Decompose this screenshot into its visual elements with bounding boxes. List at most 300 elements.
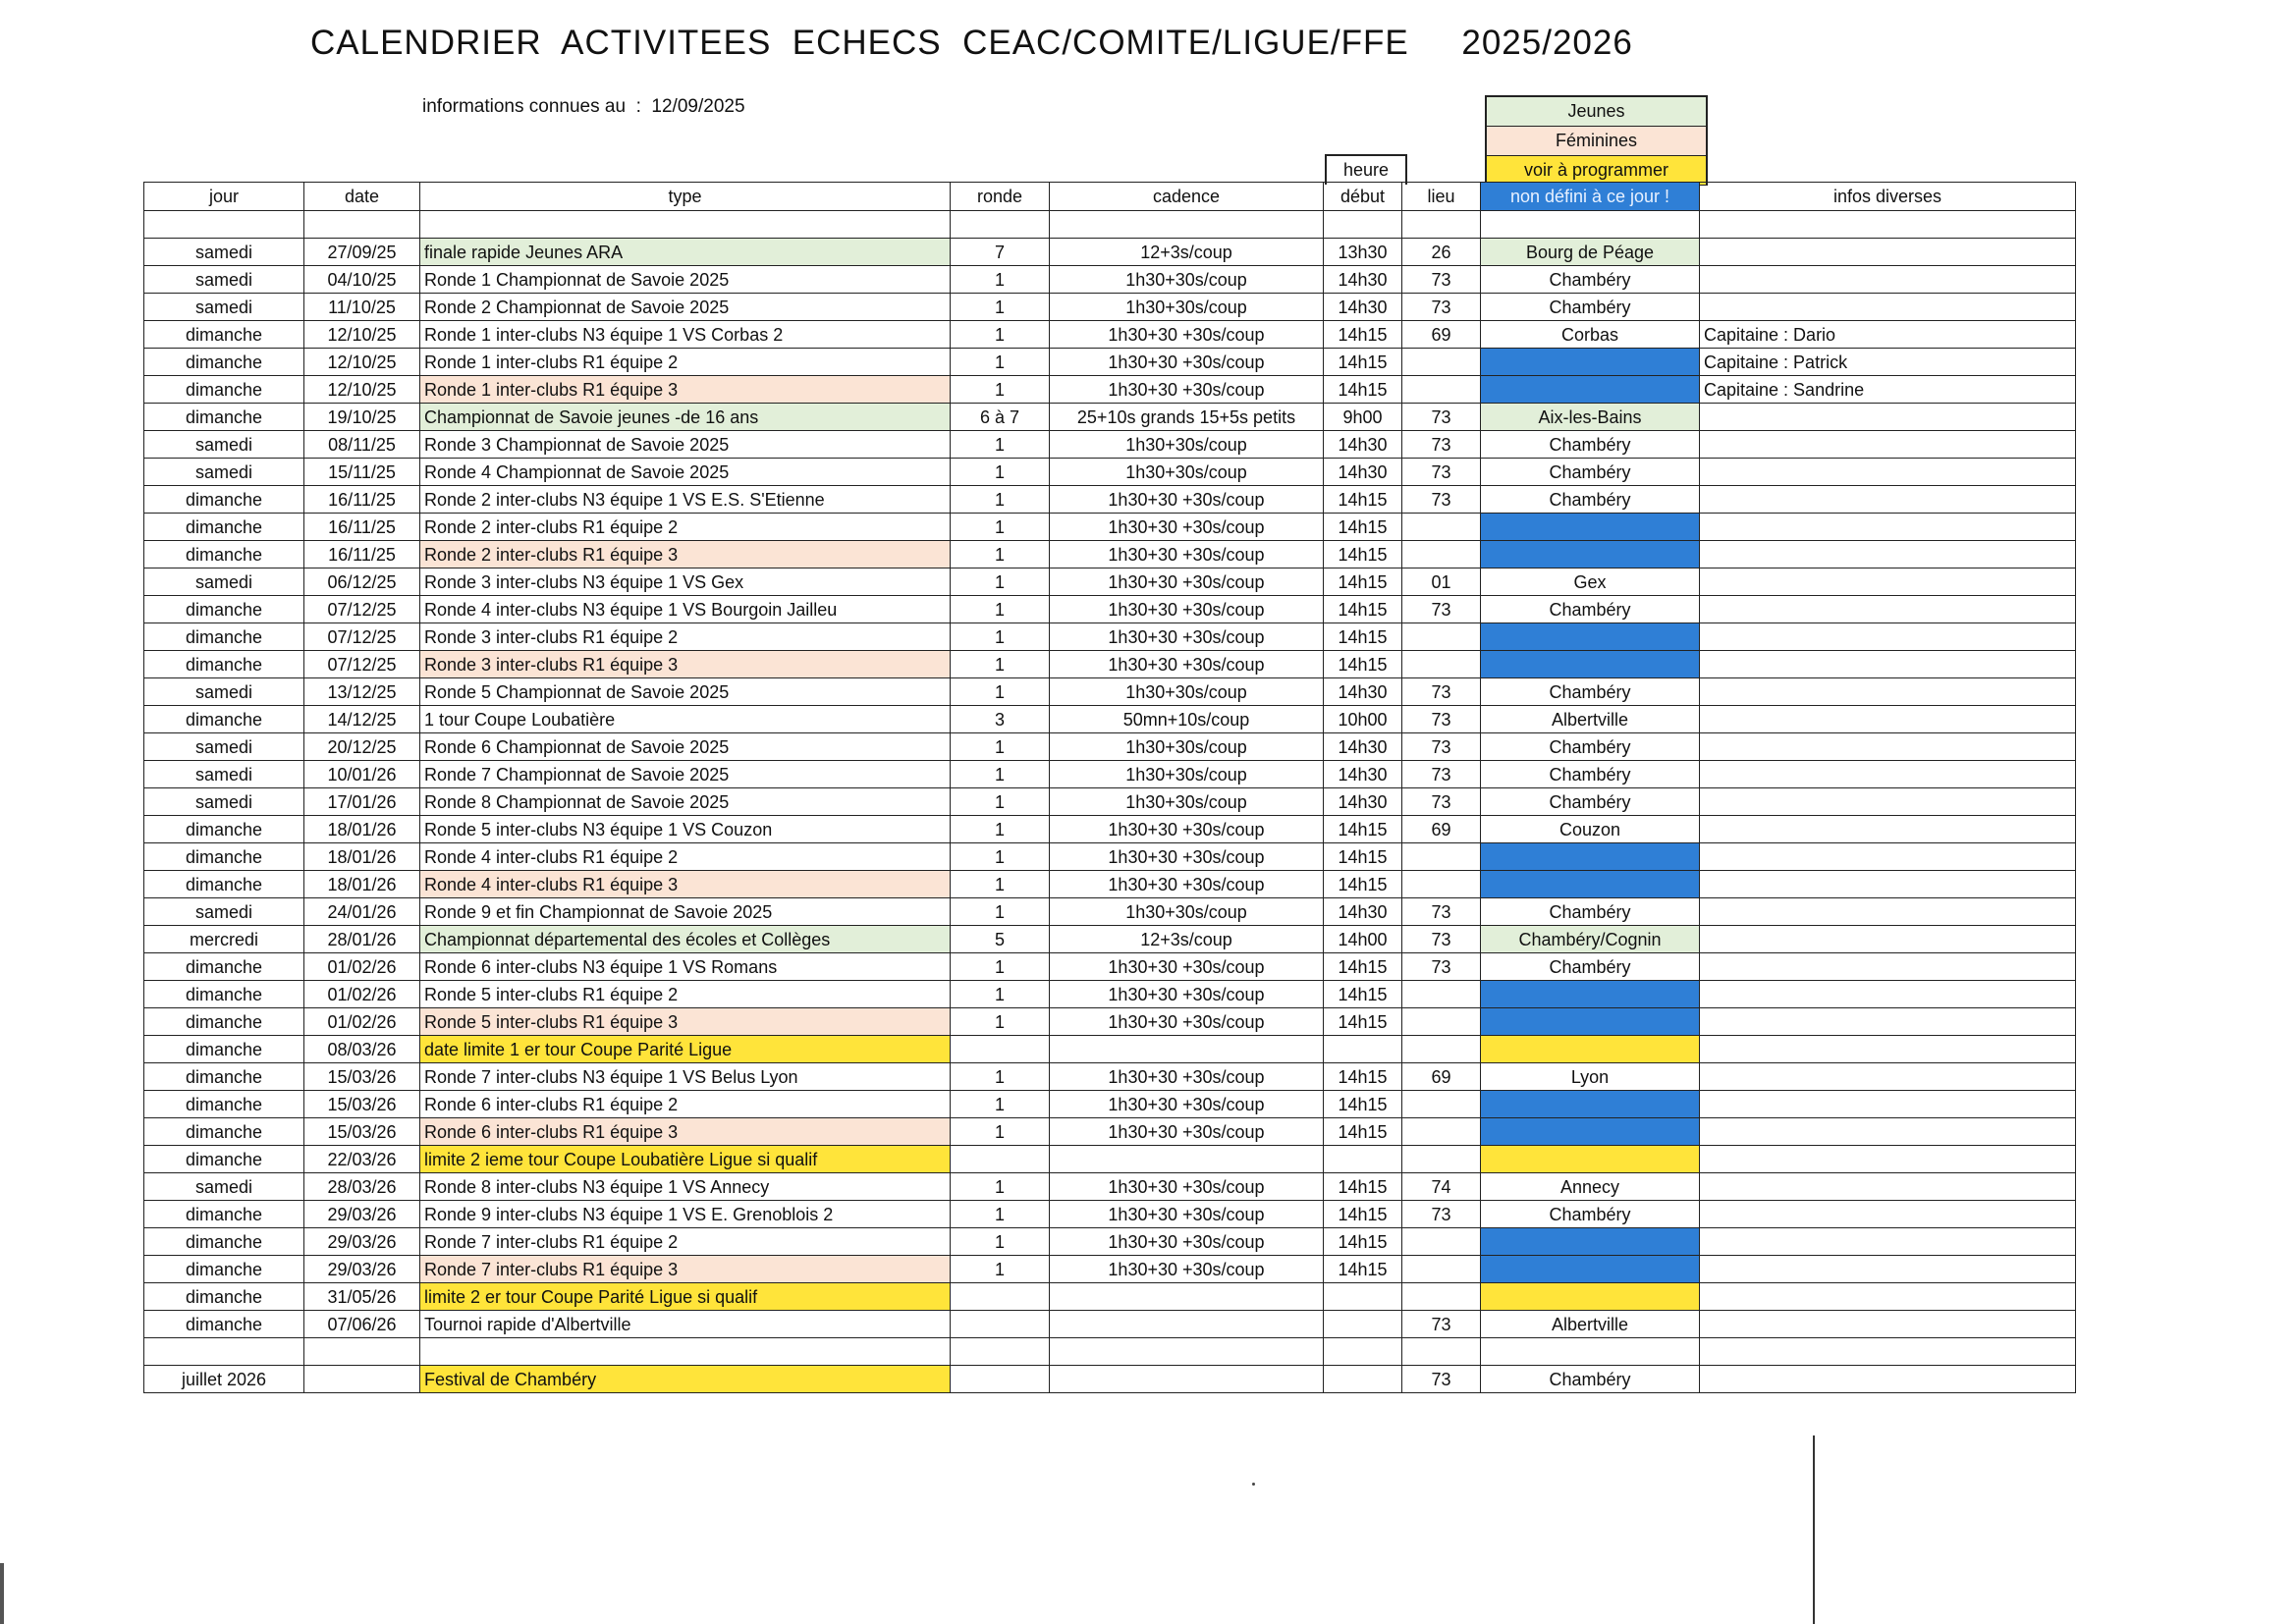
ronde-cell: 1	[951, 349, 1050, 376]
date-cell: 22/03/26	[304, 1146, 420, 1173]
date-cell: 07/12/25	[304, 651, 420, 678]
empty-cell	[1481, 1338, 1700, 1366]
empty-cell	[1402, 1338, 1481, 1366]
cadence-cell: 1h30+30 +30s/coup	[1050, 1228, 1324, 1256]
cadence-cell: 12+3s/coup	[1050, 239, 1324, 266]
ville-cell: Gex	[1481, 568, 1700, 596]
ronde-cell: 1	[951, 1063, 1050, 1091]
infos-cell	[1700, 294, 2076, 321]
date-cell: 20/12/25	[304, 733, 420, 761]
infos-cell: Capitaine : Sandrine	[1700, 376, 2076, 404]
col-cadence: cadence	[1050, 183, 1324, 211]
infos-cell	[1700, 1008, 2076, 1036]
day-cell: samedi	[144, 733, 304, 761]
day-cell: mercredi	[144, 926, 304, 953]
day-cell: dimanche	[144, 1118, 304, 1146]
ville-cell	[1481, 541, 1700, 568]
date-cell: 07/12/25	[304, 596, 420, 623]
day-cell: dimanche	[144, 706, 304, 733]
debut-cell: 14h15	[1324, 541, 1402, 568]
lieu-cell	[1402, 349, 1481, 376]
day-cell: dimanche	[144, 843, 304, 871]
cadence-cell	[1050, 1146, 1324, 1173]
cadence-cell: 50mn+10s/coup	[1050, 706, 1324, 733]
lieu-cell: 69	[1402, 321, 1481, 349]
ville-cell: Bourg de Péage	[1481, 239, 1700, 266]
ronde-cell: 1	[951, 816, 1050, 843]
heure-header: heure	[1325, 154, 1407, 185]
lieu-cell	[1402, 1036, 1481, 1063]
lieu-cell: 73	[1402, 596, 1481, 623]
infos-cell	[1700, 1366, 2076, 1393]
infos-cell	[1700, 486, 2076, 514]
lieu-cell: 73	[1402, 459, 1481, 486]
debut-cell: 14h30	[1324, 761, 1402, 788]
infos-cell	[1700, 1036, 2076, 1063]
day-cell: dimanche	[144, 1283, 304, 1311]
ronde-cell	[951, 1311, 1050, 1338]
type-cell: limite 2 er tour Coupe Parité Ligue si qualif	[420, 1283, 951, 1311]
table-row	[144, 349, 2076, 376]
table-row	[144, 1008, 2076, 1036]
date-cell: 13/12/25	[304, 678, 420, 706]
debut-cell: 14h30	[1324, 294, 1402, 321]
table-row	[144, 1283, 2076, 1311]
debut-cell: 14h30	[1324, 788, 1402, 816]
type-cell: Ronde 9 inter-clubs N3 équipe 1 VS E. Grenoblois 2	[420, 1201, 951, 1228]
ville-cell: Chambéry	[1481, 1366, 1700, 1393]
day-cell: dimanche	[144, 1008, 304, 1036]
ronde-cell: 1	[951, 514, 1050, 541]
debut-cell: 14h15	[1324, 486, 1402, 514]
day-cell: samedi	[144, 459, 304, 486]
ville-cell	[1481, 1091, 1700, 1118]
infos-cell	[1700, 1228, 2076, 1256]
table-row	[144, 1256, 2076, 1283]
ville-cell: Chambéry	[1481, 294, 1700, 321]
debut-cell: 14h15	[1324, 1118, 1402, 1146]
infos-cell	[1700, 623, 2076, 651]
debut-cell: 14h00	[1324, 926, 1402, 953]
ronde-cell	[951, 1283, 1050, 1311]
infos-cell	[1700, 1311, 2076, 1338]
table-row	[144, 926, 2076, 953]
ville-cell: Chambéry	[1481, 486, 1700, 514]
cadence-cell: 1h30+30 +30s/coup	[1050, 623, 1324, 651]
table-row	[144, 294, 2076, 321]
type-cell: Ronde 6 inter-clubs N3 équipe 1 VS Romans	[420, 953, 951, 981]
type-cell: finale rapide Jeunes ARA	[420, 239, 951, 266]
infos-cell	[1700, 514, 2076, 541]
infos-cell	[1700, 266, 2076, 294]
empty-cell	[1700, 1338, 2076, 1366]
lieu-cell: 74	[1402, 1173, 1481, 1201]
cadence-cell: 1h30+30s/coup	[1050, 266, 1324, 294]
type-cell: Ronde 4 inter-clubs R1 équipe 3	[420, 871, 951, 898]
debut-cell: 14h15	[1324, 1063, 1402, 1091]
day-cell: dimanche	[144, 349, 304, 376]
empty-cell	[1050, 211, 1324, 239]
day-cell: dimanche	[144, 981, 304, 1008]
lieu-cell	[1402, 623, 1481, 651]
ville-cell: Corbas	[1481, 321, 1700, 349]
ville-cell: Chambéry	[1481, 1201, 1700, 1228]
lieu-cell	[1402, 1228, 1481, 1256]
date-cell: 07/06/26	[304, 1311, 420, 1338]
date-cell: 14/12/25	[304, 706, 420, 733]
date-cell: 12/10/25	[304, 349, 420, 376]
date-cell: 29/03/26	[304, 1228, 420, 1256]
ronde-cell	[951, 1146, 1050, 1173]
table-row	[144, 871, 2076, 898]
day-cell: dimanche	[144, 596, 304, 623]
ville-cell	[1481, 1228, 1700, 1256]
cadence-cell: 1h30+30 +30s/coup	[1050, 843, 1324, 871]
day-cell: samedi	[144, 568, 304, 596]
day-cell: dimanche	[144, 404, 304, 431]
table-row	[144, 596, 2076, 623]
lieu-cell: 73	[1402, 761, 1481, 788]
infos-cell	[1700, 1283, 2076, 1311]
type-cell: Tournoi rapide d'Albertville	[420, 1311, 951, 1338]
debut-cell: 14h15	[1324, 596, 1402, 623]
ronde-cell	[951, 1036, 1050, 1063]
lieu-cell: 01	[1402, 568, 1481, 596]
lieu-cell: 73	[1402, 1311, 1481, 1338]
lieu-cell	[1402, 1091, 1481, 1118]
infos-cell	[1700, 1256, 2076, 1283]
infos-cell	[1700, 1118, 2076, 1146]
day-cell: samedi	[144, 294, 304, 321]
ville-cell: Annecy	[1481, 1173, 1700, 1201]
empty-cell	[304, 211, 420, 239]
day-cell: dimanche	[144, 623, 304, 651]
type-cell: Ronde 4 Championnat de Savoie 2025	[420, 459, 951, 486]
type-cell: Championnat de Savoie jeunes -de 16 ans	[420, 404, 951, 431]
debut-cell: 10h00	[1324, 706, 1402, 733]
table-row	[144, 1118, 2076, 1146]
page-title: CALENDRIER ACTIVITEES ECHECS CEAC/COMITE/LIGUE/FFE 2025/2026	[310, 24, 1633, 62]
legend-programmer: voir à programmer	[1487, 156, 1706, 186]
date-cell: 15/03/26	[304, 1063, 420, 1091]
table-row	[144, 953, 2076, 981]
day-cell: samedi	[144, 266, 304, 294]
lieu-cell: 69	[1402, 816, 1481, 843]
ronde-cell: 1	[951, 981, 1050, 1008]
ronde-cell: 1	[951, 898, 1050, 926]
lieu-cell	[1402, 1256, 1481, 1283]
lieu-cell	[1402, 981, 1481, 1008]
ronde-cell: 1	[951, 788, 1050, 816]
debut-cell: 14h15	[1324, 321, 1402, 349]
empty-cell	[420, 1338, 951, 1366]
day-cell: samedi	[144, 898, 304, 926]
date-cell: 28/03/26	[304, 1173, 420, 1201]
debut-cell: 14h15	[1324, 843, 1402, 871]
type-cell: Ronde 4 inter-clubs N3 équipe 1 VS Bourgoin Jailleu	[420, 596, 951, 623]
table-row	[144, 1201, 2076, 1228]
debut-cell: 14h15	[1324, 816, 1402, 843]
table-row	[144, 761, 2076, 788]
col-ronde: ronde	[951, 183, 1050, 211]
ville-cell	[1481, 1256, 1700, 1283]
info-date: 12/09/2025	[651, 96, 745, 117]
ville-cell: Couzon	[1481, 816, 1700, 843]
cadence-cell: 1h30+30s/coup	[1050, 431, 1324, 459]
date-cell: 06/12/25	[304, 568, 420, 596]
type-cell: Ronde 3 inter-clubs R1 équipe 2	[420, 623, 951, 651]
empty-cell	[1324, 211, 1402, 239]
debut-cell: 14h15	[1324, 953, 1402, 981]
type-cell: Ronde 5 inter-clubs R1 équipe 3	[420, 1008, 951, 1036]
type-cell: limite 2 ieme tour Coupe Loubatière Ligue si qualif	[420, 1146, 951, 1173]
table-row	[144, 376, 2076, 404]
lieu-cell: 73	[1402, 266, 1481, 294]
cadence-cell: 1h30+30s/coup	[1050, 898, 1324, 926]
table-row	[144, 733, 2076, 761]
cadence-cell: 1h30+30s/coup	[1050, 678, 1324, 706]
table-row	[144, 706, 2076, 733]
ville-cell: Chambéry	[1481, 761, 1700, 788]
info-line	[422, 96, 745, 118]
ville-cell	[1481, 623, 1700, 651]
lieu-cell	[1402, 843, 1481, 871]
infos-cell: Capitaine : Patrick	[1700, 349, 2076, 376]
color-legend	[1485, 95, 1708, 186]
ville-cell	[1481, 1283, 1700, 1311]
cadence-cell: 1h30+30 +30s/coup	[1050, 541, 1324, 568]
cadence-cell: 1h30+30 +30s/coup	[1050, 376, 1324, 404]
lieu-cell: 73	[1402, 431, 1481, 459]
date-cell: 24/01/26	[304, 898, 420, 926]
col-lieu: lieu	[1402, 183, 1481, 211]
date-cell: 15/03/26	[304, 1118, 420, 1146]
debut-cell: 14h15	[1324, 514, 1402, 541]
ville-cell: Aix-les-Bains	[1481, 404, 1700, 431]
table-row	[144, 404, 2076, 431]
cadence-cell: 1h30+30 +30s/coup	[1050, 1173, 1324, 1201]
type-cell: Ronde 4 inter-clubs R1 équipe 2	[420, 843, 951, 871]
spacer-row	[144, 1338, 2076, 1366]
debut-cell: 14h15	[1324, 871, 1402, 898]
type-cell: Ronde 6 inter-clubs R1 équipe 3	[420, 1118, 951, 1146]
empty-cell	[144, 1338, 304, 1366]
empty-cell	[420, 211, 951, 239]
infos-cell	[1700, 459, 2076, 486]
date-cell: 04/10/25	[304, 266, 420, 294]
infos-cell	[1700, 541, 2076, 568]
ronde-cell: 1	[951, 321, 1050, 349]
ville-cell	[1481, 843, 1700, 871]
table-row	[144, 623, 2076, 651]
type-cell: date limite 1 er tour Coupe Parité Ligue	[420, 1036, 951, 1063]
table-row	[144, 816, 2076, 843]
cadence-cell: 1h30+30 +30s/coup	[1050, 321, 1324, 349]
debut-cell	[1324, 1036, 1402, 1063]
debut-cell: 14h15	[1324, 568, 1402, 596]
ronde-cell: 1	[951, 1173, 1050, 1201]
infos-cell	[1700, 1146, 2076, 1173]
table-row	[144, 459, 2076, 486]
infos-cell	[1700, 678, 2076, 706]
table-row	[144, 1063, 2076, 1091]
cadence-cell: 1h30+30 +30s/coup	[1050, 981, 1324, 1008]
day-cell: dimanche	[144, 816, 304, 843]
lieu-cell: 73	[1402, 898, 1481, 926]
debut-cell	[1324, 1283, 1402, 1311]
day-cell: dimanche	[144, 1146, 304, 1173]
empty-cell	[1481, 211, 1700, 239]
calendar-body	[144, 211, 2076, 1393]
date-cell: 31/05/26	[304, 1283, 420, 1311]
cadence-cell: 1h30+30 +30s/coup	[1050, 1008, 1324, 1036]
date-cell: 01/02/26	[304, 981, 420, 1008]
debut-cell	[1324, 1146, 1402, 1173]
lieu-cell	[1402, 376, 1481, 404]
cadence-cell: 1h30+30s/coup	[1050, 788, 1324, 816]
cadence-cell: 1h30+30 +30s/coup	[1050, 568, 1324, 596]
date-cell	[304, 1366, 420, 1393]
type-cell: Ronde 6 inter-clubs R1 équipe 2	[420, 1091, 951, 1118]
debut-cell: 14h15	[1324, 1008, 1402, 1036]
infos-cell	[1700, 871, 2076, 898]
cadence-cell	[1050, 1366, 1324, 1393]
ronde-cell: 1	[951, 431, 1050, 459]
ville-cell: Chambéry	[1481, 898, 1700, 926]
lieu-cell: 73	[1402, 1201, 1481, 1228]
cadence-cell: 1h30+30s/coup	[1050, 459, 1324, 486]
debut-cell: 14h30	[1324, 898, 1402, 926]
table-row	[144, 1311, 2076, 1338]
day-cell: samedi	[144, 431, 304, 459]
ronde-cell: 1	[951, 486, 1050, 514]
infos-cell	[1700, 788, 2076, 816]
ronde-cell: 1	[951, 294, 1050, 321]
infos-cell	[1700, 1091, 2076, 1118]
type-cell: Ronde 7 inter-clubs N3 équipe 1 VS Belus Lyon	[420, 1063, 951, 1091]
ronde-cell: 1	[951, 1201, 1050, 1228]
debut-cell: 14h30	[1324, 266, 1402, 294]
debut-cell: 14h15	[1324, 349, 1402, 376]
legend-jeunes: Jeunes	[1487, 97, 1706, 127]
infos-cell	[1700, 1173, 2076, 1201]
lieu-cell: 73	[1402, 788, 1481, 816]
lieu-cell	[1402, 1146, 1481, 1173]
date-cell: 11/10/25	[304, 294, 420, 321]
lieu-cell	[1402, 1118, 1481, 1146]
debut-cell: 14h15	[1324, 1228, 1402, 1256]
table-row	[144, 266, 2076, 294]
cadence-cell: 1h30+30 +30s/coup	[1050, 1256, 1324, 1283]
type-cell: Ronde 2 inter-clubs R1 équipe 2	[420, 514, 951, 541]
ronde-cell: 1	[951, 1256, 1050, 1283]
ville-cell	[1481, 514, 1700, 541]
table-row	[144, 1173, 2076, 1201]
table-row	[144, 431, 2076, 459]
empty-cell	[951, 1338, 1050, 1366]
table-row	[144, 1366, 2076, 1393]
ville-cell	[1481, 1008, 1700, 1036]
table-row	[144, 486, 2076, 514]
ville-cell: Chambéry	[1481, 788, 1700, 816]
day-cell: samedi	[144, 678, 304, 706]
lieu-cell: 73	[1402, 953, 1481, 981]
ville-cell: Albertville	[1481, 706, 1700, 733]
type-cell: Ronde 2 inter-clubs R1 équipe 3	[420, 541, 951, 568]
cadence-cell: 1h30+30 +30s/coup	[1050, 596, 1324, 623]
table-row	[144, 678, 2076, 706]
day-cell: samedi	[144, 761, 304, 788]
type-cell: Ronde 9 et fin Championnat de Savoie 2025	[420, 898, 951, 926]
spacer-row	[144, 211, 2076, 239]
scan-artifact	[1252, 1483, 1255, 1486]
infos-cell: Capitaine : Dario	[1700, 321, 2076, 349]
infos-cell	[1700, 761, 2076, 788]
date-cell: 19/10/25	[304, 404, 420, 431]
type-cell: Ronde 1 Championnat de Savoie 2025	[420, 266, 951, 294]
type-cell: Ronde 2 Championnat de Savoie 2025	[420, 294, 951, 321]
empty-cell	[304, 1338, 420, 1366]
lieu-cell	[1402, 514, 1481, 541]
lieu-cell: 73	[1402, 678, 1481, 706]
debut-cell: 14h15	[1324, 623, 1402, 651]
table-row	[144, 1091, 2076, 1118]
date-cell: 27/09/25	[304, 239, 420, 266]
table-row	[144, 321, 2076, 349]
empty-cell	[951, 211, 1050, 239]
lieu-cell: 26	[1402, 239, 1481, 266]
info-label: informations connues au :	[422, 96, 641, 117]
scan-artifact	[0, 1563, 4, 1624]
type-cell: Ronde 5 inter-clubs N3 équipe 1 VS Couzon	[420, 816, 951, 843]
debut-cell: 14h30	[1324, 431, 1402, 459]
table-row	[144, 843, 2076, 871]
infos-cell	[1700, 981, 2076, 1008]
calendar-table	[143, 182, 2076, 1393]
debut-cell: 14h15	[1324, 1256, 1402, 1283]
ville-cell: Chambéry	[1481, 596, 1700, 623]
cadence-cell: 1h30+30s/coup	[1050, 733, 1324, 761]
type-cell: Ronde 3 inter-clubs R1 équipe 3	[420, 651, 951, 678]
day-cell: dimanche	[144, 651, 304, 678]
day-cell: dimanche	[144, 376, 304, 404]
infos-cell	[1700, 404, 2076, 431]
date-cell: 18/01/26	[304, 816, 420, 843]
day-cell: dimanche	[144, 514, 304, 541]
debut-cell: 14h30	[1324, 459, 1402, 486]
infos-cell	[1700, 651, 2076, 678]
date-cell: 01/02/26	[304, 953, 420, 981]
date-cell: 08/11/25	[304, 431, 420, 459]
date-cell: 12/10/25	[304, 321, 420, 349]
ville-cell: Chambéry/Cognin	[1481, 926, 1700, 953]
ronde-cell: 1	[951, 651, 1050, 678]
lieu-cell	[1402, 541, 1481, 568]
infos-cell	[1700, 733, 2076, 761]
ronde-cell: 1	[951, 459, 1050, 486]
lieu-cell: 73	[1402, 706, 1481, 733]
date-cell: 07/12/25	[304, 623, 420, 651]
cadence-cell: 1h30+30 +30s/coup	[1050, 1201, 1324, 1228]
day-cell: dimanche	[144, 1063, 304, 1091]
day-cell: dimanche	[144, 1256, 304, 1283]
day-cell: dimanche	[144, 321, 304, 349]
ronde-cell: 1	[951, 953, 1050, 981]
cadence-cell	[1050, 1036, 1324, 1063]
cadence-cell: 1h30+30 +30s/coup	[1050, 816, 1324, 843]
day-cell: dimanche	[144, 1228, 304, 1256]
lieu-cell: 73	[1402, 1366, 1481, 1393]
